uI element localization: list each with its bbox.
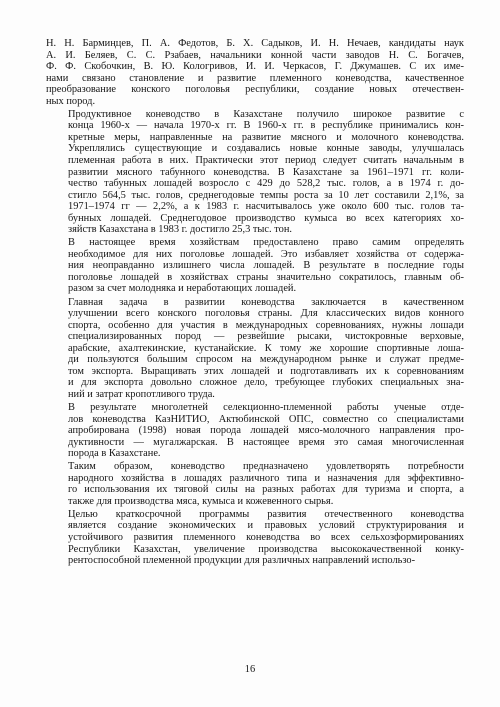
text-line: рентоспособной племенной продукции для различных направлений использо- bbox=[68, 555, 416, 567]
paragraph bbox=[46, 509, 464, 567]
text-line: конца 1960-х — начала 1970-х гг. В 1960-х гг. в республике принимались кон- bbox=[68, 120, 464, 132]
text-line: Ф. Ф. Скобочкин, В. Ю. Кологривов, И. И. Черкасов, Г. Джумашев. С их име- bbox=[46, 61, 464, 73]
text-line: Целью краткосрочной программы развития отечественного коневодства bbox=[68, 508, 464, 520]
text-line: специализированных пород — резвейшие рысаки, чистокровные верховые, bbox=[68, 331, 464, 343]
text-line: порода в Казахстане. bbox=[68, 448, 161, 460]
text-line: чество табунных лошадей возросло с 429 до 528,2 тыс. голов, а в 1974 г. до- bbox=[68, 178, 464, 190]
text-line: апробирована (1998) новая порода лошадей мясо-молочного направления про- bbox=[68, 425, 464, 437]
text-line: необходимое для них поголовье лошадей. Это избавляет хозяйства от содержа- bbox=[68, 248, 464, 260]
text-line: Укреплялись существующие и создавались новые конные заводы, улучшалась bbox=[68, 143, 464, 155]
paragraph bbox=[46, 237, 464, 295]
text-line: А. И. Беляев, С. С. Рзабаев, начальники конной части заводов Н. С. Богачев, bbox=[46, 49, 464, 61]
text-line: дуктивности — мугалжарская. В настоящее время это самая многочисленная bbox=[68, 436, 464, 448]
text-line: нами связано становление и развитие племенного коневодства, качественное bbox=[46, 72, 464, 84]
paragraph bbox=[46, 38, 464, 107]
text-line: Республики Казахстан, увеличение производства высококачественной конку- bbox=[68, 543, 464, 555]
text-line: кретные меры, направленные на развитие мясного и молочного коневодства. bbox=[68, 131, 464, 143]
body-text bbox=[46, 38, 464, 568]
text-line: племенная работа в них. Практически этот период следует считать начальным в bbox=[68, 154, 464, 166]
text-line: Главная задача в развитии коневодства заключается в качественном bbox=[68, 296, 464, 308]
text-line: лов коневодства КазНИТИО, Актюбинской ОПС, совместно со специалистами bbox=[68, 413, 464, 425]
text-line: и для экспорта довольно сложное дело, требующее глубоких специальных зна- bbox=[68, 377, 464, 389]
text-line: том экспорта. Выращивать этих лошадей и подготавливать их к соревнованиям bbox=[68, 365, 464, 377]
text-line: разом за счет молодняка и неработающих лошадей. bbox=[68, 283, 297, 295]
paragraph bbox=[46, 402, 464, 460]
text-line: спорта, особенно для участия в международных соревнованиях, нужны лошади bbox=[68, 319, 464, 331]
text-line: го использования их тяговой силы на разных работах для туризма и спорта, а bbox=[68, 484, 464, 496]
text-line: ния неоправданно излишнего числа лошадей. В результате в последние годы bbox=[68, 260, 464, 272]
text-line: ных пород. bbox=[46, 95, 96, 107]
text-line: 1971–1974 гг — 2,2%, а к 1983 г. насчитывалось уже около 600 тыс. голов та- bbox=[68, 201, 464, 213]
text-line: поголовье лошадей в хозяйствах страны значительно сократилось, главным об- bbox=[68, 271, 464, 283]
text-line: ний и затрат кропотливого труда. bbox=[68, 388, 215, 400]
text-line: устойчивого развития племенного коневодства во всех сельхозформированиях bbox=[68, 531, 464, 543]
text-line: ди пользуются большим спросом на международном рынке и служат предме- bbox=[68, 354, 464, 366]
text-line: бунных лошадей. Среднегодовое производство кумыса во всех категориях хо- bbox=[68, 212, 464, 224]
text-line: народного хозяйства в лошадях различного типа и назначения для эффективно- bbox=[68, 472, 464, 484]
text-line: В результате многолетней селекционно-племенной работы ученые отде- bbox=[68, 401, 464, 413]
text-line: В настоящее время хозяйствам предоставлено право самим определять bbox=[68, 237, 464, 249]
text-line: стигло 564,5 тыс. голов, среднегодовые темпы роста за 10 лет составили 2,1%, за bbox=[68, 189, 464, 201]
page-number: 16 bbox=[244, 664, 256, 675]
text-line: Продуктивное коневодство в Казахстане получило широкое развитие с bbox=[68, 108, 464, 120]
text-line: является создание экономических и правовых условий структурирования и bbox=[68, 520, 464, 532]
paragraph bbox=[46, 461, 464, 507]
text-line: улучшении всего конского поголовья страны. Для классических видов конного bbox=[68, 308, 464, 320]
text-line: арабские, ахалтекинские, кустанайские. К тому же хорошие спортивные лоша- bbox=[68, 342, 464, 354]
text-line: зяйств Казахстана в 1983 г. достигло 25,3 тыс. тон. bbox=[68, 224, 292, 236]
text-line: Таким образом, коневодство предназначено удовлетворять потребности bbox=[68, 461, 464, 473]
paragraph bbox=[46, 297, 464, 401]
text-line: Н. Н. Бармиңцев, П. А. Федотов, Б. Х. Садыков, И. Н. Нечаев, кандидаты наук bbox=[46, 38, 464, 49]
text-line: также для производства мяса, кумыса и кожевенного сырья. bbox=[68, 495, 334, 507]
text-line: преобразование конского поголовья республики, создание новых отечествен- bbox=[46, 84, 464, 96]
text-line: развитии мясного табунного коневодства. В Казахстане за 1961–1971 гг. коли- bbox=[68, 166, 464, 178]
paragraph bbox=[46, 109, 464, 236]
